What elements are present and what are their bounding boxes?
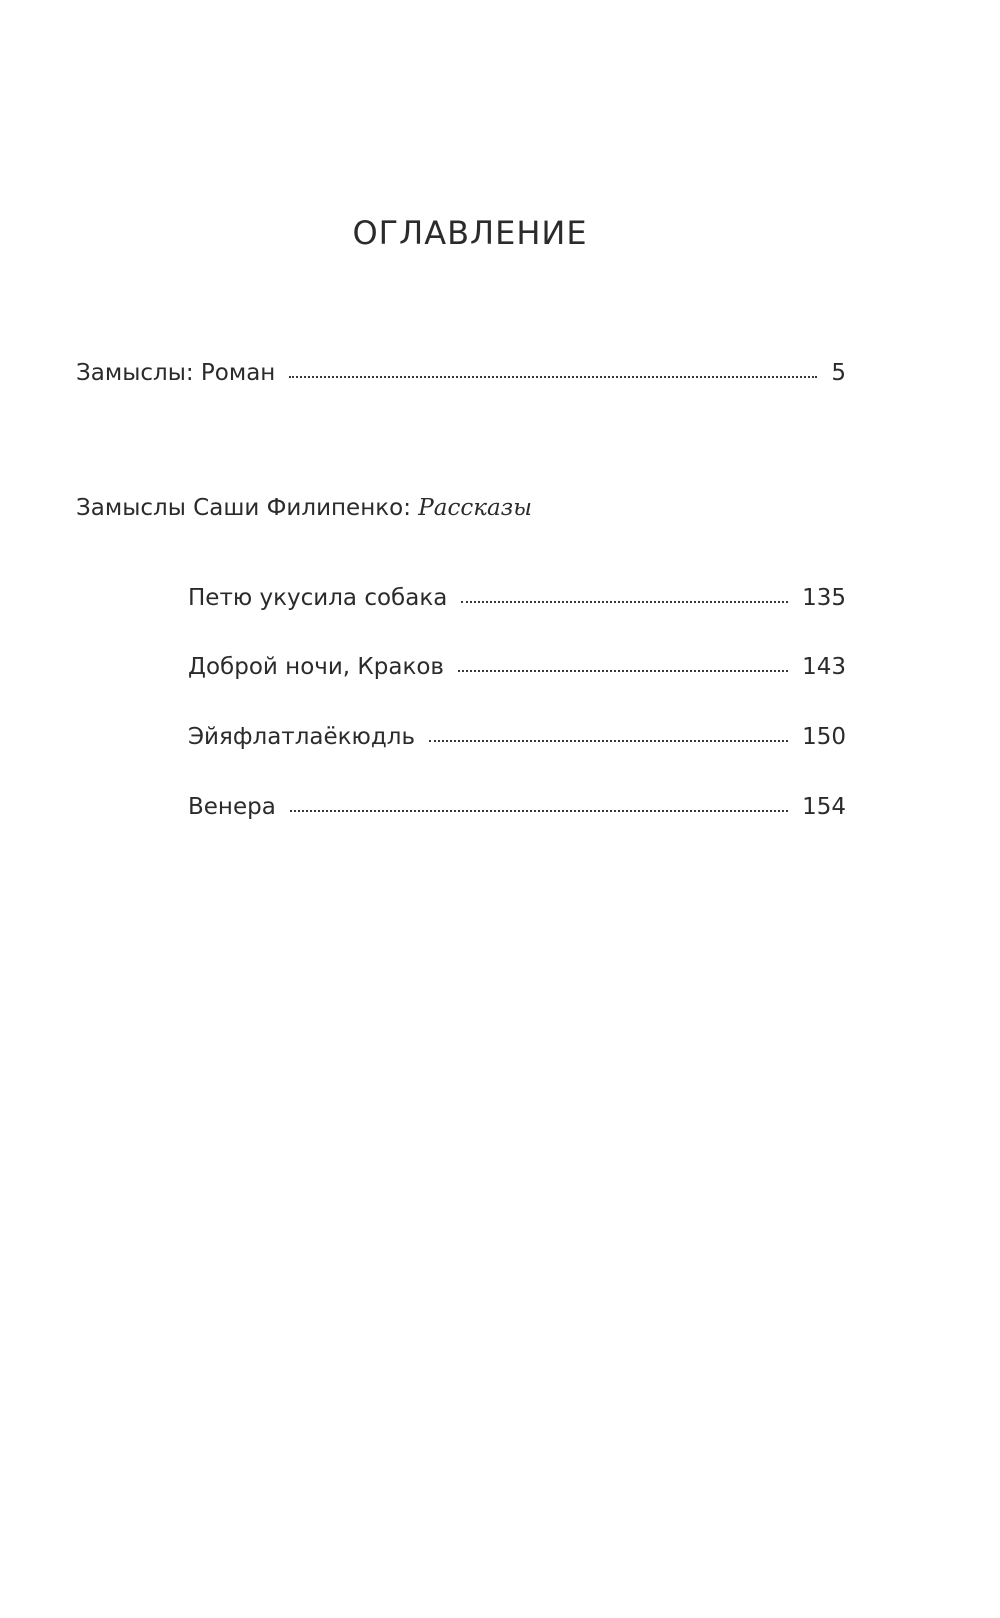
toc-entry-page: 150 [802,724,846,750]
dot-leader [458,670,788,672]
dot-leader [289,376,817,378]
toc-entry-story [188,792,846,822]
toc-entry-page: 154 [802,794,846,820]
dot-leader [290,810,788,812]
toc-section-title [76,493,532,523]
toc-entry-page: 135 [802,585,846,611]
section-subtitle: Рассказы [418,495,532,521]
toc-entry-title: Эйяфлатлаёкюдль [188,724,416,750]
toc-entry-page: 143 [802,654,846,680]
toc-entry-story [188,583,846,613]
dot-leader [429,740,788,742]
toc-entry-title: Венера [188,794,276,820]
toc-entry-page: 5 [831,360,846,386]
section-title-text: Замыслы Саши Филипенко: [76,495,411,521]
toc-entry-title: Доброй ночи, Краков [188,654,444,680]
dot-leader [461,601,788,603]
toc-entry-title: Замыслы: Роман [76,360,276,386]
toc-entry-novel [76,358,846,388]
toc-entry-title: Петю укусила собака [188,585,448,611]
toc-entry-story [188,652,846,682]
page-title: ОГЛАВЛЕНИЕ [352,214,588,252]
toc-entry-story [188,722,846,752]
